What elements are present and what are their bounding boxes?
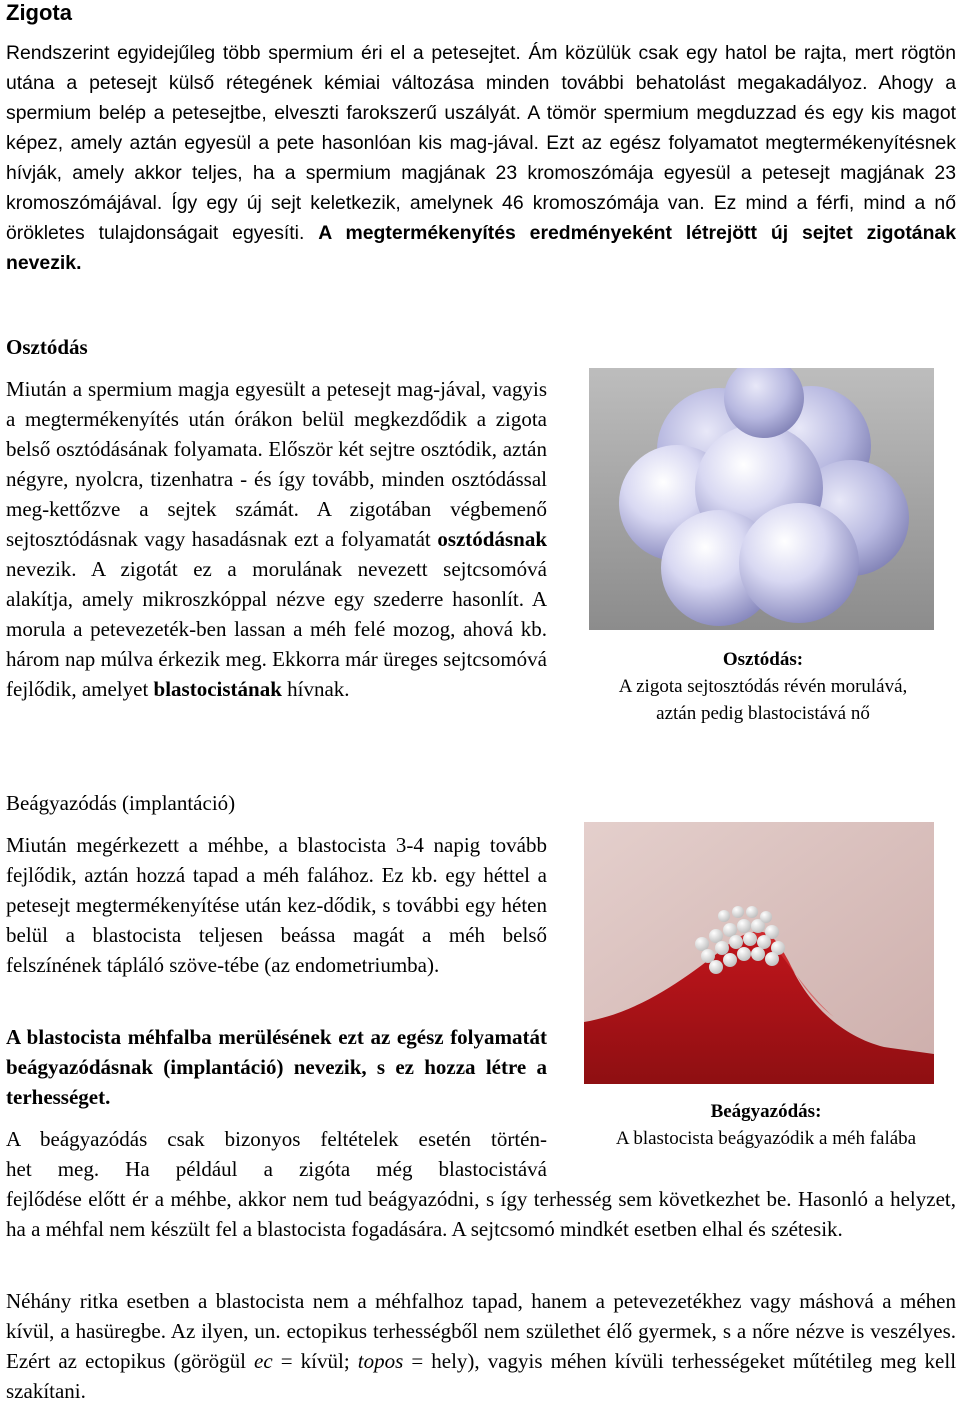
- osztodas-bold-a: osztódásnak: [437, 527, 548, 551]
- ectopic-italic-ec: ec: [254, 1349, 273, 1373]
- beagyazodas-paragraph-1: Miután megérkezett a méhbe, a blastocista 3-4 napig tovább fejlődik, aztán hozzá tapad a méh falához. Ez kb. egy héttel a petesejt megtermékenyítése után kez-dődik, s további egy héten belül a blastocista teljesen beássa magát a méh belső felszínének tápláló szöve-tébe (az endometriumba).: [6, 833, 547, 977]
- intro-text-2: Ezt az egész folyamatot megtermékenyítésnek hívják, amely akkor teljes, ha a spermium magjának 23 kromoszómája egyesül a petesejt magjának 23 kromoszómájával. Így egy új sejt keletkezik, amelynek 46 kromoszómája van. Ez mind a férfi, mind a nő örökletes tulajdonságait egyesíti.: [6, 132, 956, 244]
- ectopic-italic-topos: topos: [357, 1349, 404, 1373]
- ectopic-text-a: Néhány ritka esetben a blastocista nem a méhfalhoz tapad, hanem a petevezetékhez vagy máshová a méhen kívül, a hasüregbe. Az ilyen, un. ectopikus terhességből nem születhet élő gyermek, s a nőre nézve is veszélyes. Ezért az ectopikus (görögül: [6, 1289, 956, 1373]
- osztodas-caption-line2: aztán pedig blastocistává nő: [656, 703, 870, 724]
- intro-paragraph: [6, 38, 956, 278]
- beagyazodas-paragraph-2: A blastocista méhfalba merülésének ezt az egész folyamatát beágyazódásnak (implantáció) nevezik, s ez hozza létre a terhességet.: [6, 1025, 547, 1109]
- osztodas-caption-line1: A zigota sejtosztódás révén morulává,: [618, 676, 908, 697]
- beagyazodas-p3-line2: het meg. Ha például a zigóta még blastocistává: [6, 1157, 547, 1181]
- osztodas-text-b: nevezik. A zigotát ez a morulának nevezett sejtcsomóvá alakítja, amely mikroszkóppal nézve egy szederre hasonlít. A morula a petevezeték-ben lassan a méh felé mozog, ahová kb. három nap múlva érkezik meg. Ekkorra már üreges sejtcsomóvá fejlődik, amelyet: [6, 557, 547, 701]
- ectopic-text-c: = hely), vagyis méhen kívüli terhességeket műtétileg meg kell szakítani.: [6, 1349, 957, 1403]
- page-title: Zigota: [6, 0, 72, 25]
- beagyazodas-caption-title: Beágyazódás:: [710, 1101, 822, 1122]
- beagyazodas-paragraph-3-start: [6, 1124, 547, 1184]
- osztodas-caption-title: Osztódás:: [722, 649, 804, 670]
- beagyazodas-caption: [566, 1098, 960, 1152]
- osztodas-caption: [566, 646, 960, 727]
- ectopic-text-b: = kívül;: [280, 1349, 350, 1373]
- beagyazodas-paragraph-3-rest: fejlődése előtt ér a méhbe, akkor nem tud beágyazódni, s így terhesség sem következhet be. Hasonló a helyzet, ha a méhfal nem készült fel a blastocista fogadására. A sejtcsomó mindkét esetben elhal és szétesik.: [6, 1187, 956, 1241]
- osztodas-text-a: Miután a spermium magja egyesült a petesejt mag-jával, vagyis a megtermékenyítés után órákon belül megkezdődik a zigota belső osztódásának folyamata. Először két sejtre osztódik, aztán négyre, nyolcra, tizenhatra - és így tovább, minden osztódással meg-kettőzve a sejtek számát. A zigotában végbemenő sejtosztódásnak vagy hasadásnak ezt a folyamatát: [6, 377, 547, 551]
- section-heading-beagyazodas: Beágyazódás (implantáció): [6, 791, 236, 815]
- osztodas-text-c: hívnak.: [287, 677, 350, 701]
- intro-text-1: Rendszerint egyidejűleg több spermium éri el a petesejtet. Ám közülük csak egy hatol be rajta, mert rögtön utána a petesejt külső rétegének kémiai változása minden további behatolást megakadályoz. Ahogy a spermium belép a petesejtbe, elveszti farokszerű uszályát. A tömör spermium megduzzad és egy kis magot képez, amely aztán egyesül a pete hasonlóan kis mag-jával.: [6, 42, 956, 154]
- osztodas-bold-b: blastocistának: [153, 677, 282, 701]
- intro-bold-definition: A megtermékenyítés eredményeként létrejött új sejtet zigotának nevezik.: [6, 222, 956, 274]
- section-heading-osztodas: Osztódás: [6, 335, 88, 359]
- implantation-image: [584, 822, 934, 1084]
- osztodas-paragraph: [6, 374, 547, 704]
- beagyazodas-p3-line1: A beágyazódás csak bizonyos feltételek esetén történ-: [6, 1127, 547, 1151]
- morula-image: [589, 368, 934, 630]
- beagyazodas-caption-line1: A blastocista beágyazódik a méh falába: [615, 1128, 917, 1149]
- ectopic-paragraph: [6, 1286, 956, 1406]
